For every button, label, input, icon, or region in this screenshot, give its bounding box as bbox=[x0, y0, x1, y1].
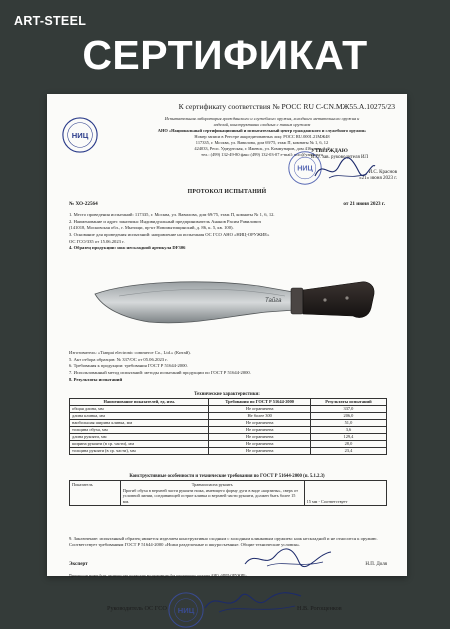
protocol-item: 7. Использованный метод испытаний: методы испытаний продукции по ГОСТ Р 51644-2000. bbox=[69, 369, 251, 375]
construction-table bbox=[69, 480, 387, 506]
lab-logo-icon bbox=[61, 116, 99, 154]
approval-stamp-text: НИЦ bbox=[297, 163, 313, 173]
protocol-item: 8. Результаты испытаний bbox=[69, 376, 123, 382]
approval-signature-icon bbox=[309, 152, 379, 186]
lab-line: изделий, конструктивно сходных с таким оружием bbox=[213, 121, 311, 127]
knife-photo bbox=[89, 256, 379, 348]
expert-label: Эксперт bbox=[69, 562, 88, 567]
construction-requirement-text: Прогиб обуха в верхней части рукояти ножа, имеющего форму дуги в виде «корзины», сверх от условной линии, соединяющей острие клинка и верхней части рукояти, должен быть более 15 мм. bbox=[122, 487, 298, 504]
table-row bbox=[70, 427, 387, 434]
specs-header: Наименование показателей, ед. изм. bbox=[70, 399, 209, 406]
knife-engraving: Тайга bbox=[265, 298, 282, 304]
specs-caption: Технические характеристики: bbox=[194, 392, 260, 397]
table-row bbox=[70, 413, 387, 420]
spec-requirement: Не ограничена bbox=[209, 448, 310, 455]
expert-signature-icon bbox=[237, 546, 337, 572]
protocol-item: ОС ГСО/335 от 15.06.2023 г. bbox=[69, 238, 125, 244]
protocol-item: 3. Основание для проведения испытаний: направление на испытания ОС ГСО АНО «НИЦ-ОРУЖИЕ» bbox=[69, 231, 270, 237]
protocol-items bbox=[69, 212, 389, 252]
protocol-item: (141018, Московская обл., г. Мытищи, пр-кт Новомытищинский, д. 86, к. 5, кв. 100). bbox=[69, 225, 234, 231]
spec-requirement: Не ограничена bbox=[209, 441, 310, 448]
expert-name: Н.П. Доля bbox=[365, 562, 387, 567]
lab-line: тел.: (499) 132-49-80 факс (499) 132-03-07 e-mail: ncic@yandex.ru bbox=[201, 151, 323, 157]
certificate-document bbox=[47, 94, 407, 615]
lab-line: Испытательная лаборатория гражданского и служебного оружия, холодного метательного оружия и bbox=[164, 116, 360, 121]
lab-line: 424033, Респ. Удмуртская, г. Ижевск, ул. Коммунаров, дом 416, пом. 1, 2 bbox=[194, 145, 330, 151]
spec-name: ширина рукояти (в ср. части), мм bbox=[70, 441, 209, 448]
spec-result: 206,0 bbox=[310, 413, 386, 420]
head-signature-icon bbox=[197, 584, 307, 620]
construction-requirement-title: Травмоопасна рукоять bbox=[191, 482, 233, 487]
table-row bbox=[70, 406, 387, 413]
head-name: Н.В. Рогощенков bbox=[297, 605, 342, 612]
protocol-item: 2. Наименование и адрес заказчика: Индивидуальный предприниматель Ананов Расим Равилович bbox=[69, 218, 261, 224]
protocol-item: Изготовитель: «Tianpai electronic commerce Co., Ltd.» (Китай). bbox=[69, 350, 191, 355]
lab-line: 117335, г. Москва, ул. Вавилова, дом 69/75, этаж П, комнаты № 1, 6, 12 bbox=[195, 139, 329, 145]
protocol-title: ПРОТОКОЛ ИСПЫТАНИЙ bbox=[187, 189, 267, 195]
certificate-reference: К сертификату соответствия № РОСС RU С-CN.МЖ55.А.10275/23 bbox=[178, 102, 395, 111]
spec-result: 3,6 bbox=[310, 427, 386, 434]
construction-indicator: Показатель bbox=[70, 481, 121, 506]
protocol-items-2 bbox=[69, 350, 389, 383]
spec-result: 23,4 bbox=[310, 448, 386, 455]
table-row bbox=[70, 441, 387, 448]
reproduction-note: Протокол не может быть частично или полностью воспроизведен без письменного согласия АНО «НИЦ-ОРУЖИЕ». bbox=[69, 574, 249, 578]
specs-header: Требования по ГОСТ Р 51644-2000 bbox=[209, 399, 310, 406]
spec-requirement: Не ограничена bbox=[209, 427, 310, 434]
protocol-item: 1. Место проведения испытаний: 117335, г. Москва, ул. Вавилова, дом 69/75, этаж П, комнаты № 1, 6, 12. bbox=[69, 212, 275, 217]
approval-title: УТВЕРЖДАЮ bbox=[311, 148, 348, 154]
specs-header: Результаты испытаний bbox=[310, 399, 386, 406]
specs-header-row bbox=[70, 399, 387, 406]
spec-requirement: Не более 300 bbox=[209, 413, 310, 420]
spec-requirement: Не ограничена bbox=[209, 420, 310, 427]
specs-table bbox=[69, 398, 387, 455]
construction-requirement bbox=[120, 481, 304, 506]
approval-role: И.О. зав. руководителя ИЛ bbox=[311, 155, 368, 161]
spec-result: 28,0 bbox=[310, 441, 386, 448]
knife-bolster-icon bbox=[291, 288, 303, 314]
table-row bbox=[70, 448, 387, 455]
approval-name: И.С. Краснов bbox=[368, 169, 397, 175]
protocol-item: 6. Требования к продукции: требования ГОСТ Р 51644-2000. bbox=[69, 363, 188, 369]
head-org-label: Руководитель ОС ГСО bbox=[107, 605, 167, 612]
lab-line: Номер записи в Реестре аккредитованных лиц: РОСС RU.0001.21МЖ48 bbox=[194, 133, 330, 139]
protocol-number: № ХО-22564 bbox=[69, 201, 98, 207]
table-row bbox=[70, 481, 387, 506]
spec-result: 337,0 bbox=[310, 406, 386, 413]
construction-result: 15 мм - Соответствует bbox=[304, 481, 386, 506]
head-stamp-text: НИЦ bbox=[177, 605, 195, 615]
table-row bbox=[70, 420, 387, 427]
spec-requirement: Не ограничена bbox=[209, 434, 310, 441]
lab-logo-text: НИЦ bbox=[71, 130, 89, 140]
knife-handle-icon bbox=[303, 282, 374, 318]
brand-logo-text: ART-STEEL bbox=[14, 14, 87, 28]
spec-result: 51,0 bbox=[310, 420, 386, 427]
spec-name: длина рукояти, мм bbox=[70, 434, 209, 441]
spec-name: наибольшая ширина клинка, мм bbox=[70, 420, 209, 427]
spec-name: толщина рукояти (в ср. части), мм bbox=[70, 448, 209, 455]
page-title: СЕРТИФИКАТ bbox=[82, 32, 368, 78]
conclusion-text: 9. Заключение: испытанный образец является изделием конструктивно сходным с холодным клинковым оружием: нож нескладной и не относится к оружию. Соответствует требованиям ГОСТ Р 51644-2000 «Ножи разделочные и шкуросъемные. Общие технические условия». bbox=[69, 536, 378, 548]
spec-name: толщина обуха, мм bbox=[70, 427, 209, 434]
approval-date: «21» июня 2023 г. bbox=[359, 176, 397, 182]
protocol-date: от 21 июня 2023 г. bbox=[343, 201, 385, 207]
protocol-item: 4. Образец продукции: нож нескладной артикула DF306 bbox=[69, 245, 186, 251]
spec-result: 129,4 bbox=[310, 434, 386, 441]
lab-line: АНО «Национальный сертификационный и испытательный центр гражданского и служебного оружия» bbox=[157, 127, 367, 133]
spec-name: длина клинка, мм bbox=[70, 413, 209, 420]
expert-line bbox=[69, 562, 387, 567]
spec-requirement: Не ограничена bbox=[209, 406, 310, 413]
protocol-item: 5. Акт отбора образцов: № 337/ОС от 05.06.2023 г. bbox=[69, 356, 168, 362]
construction-caption: Конструктивные особенности и технические требования по ГОСТ Р 51644-2000 (п. 5.1.2.3) bbox=[129, 474, 325, 479]
table-row bbox=[70, 434, 387, 441]
spec-name: общая длина, мм bbox=[70, 406, 209, 413]
